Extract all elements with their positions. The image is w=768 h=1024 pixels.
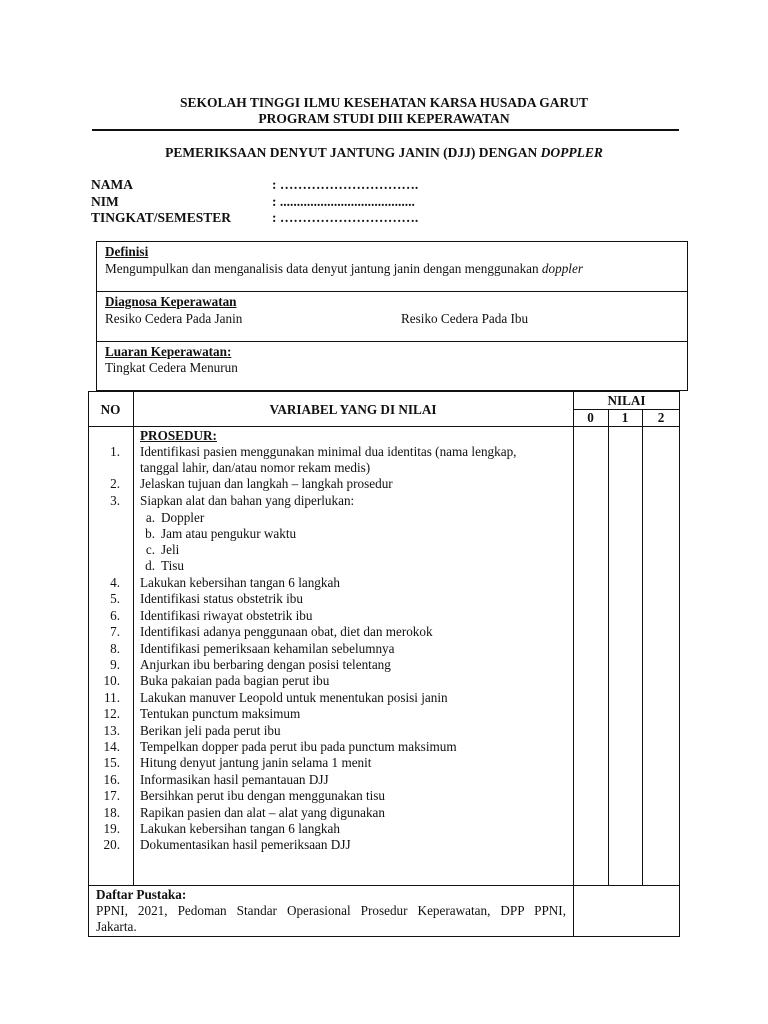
step-text: Identifikasi pasien menggunakan minimal dua identitas (nama lengkap, xyxy=(140,444,517,459)
nama-label: NAMA xyxy=(91,177,133,192)
score-header-0: 0 xyxy=(587,410,594,425)
step-text: Buka pakaian pada bagian perut ibu xyxy=(140,673,330,688)
subitem-letter: d. xyxy=(145,558,155,573)
step-text: Identifikasi adanya penggunaan obat, diet dan merokok xyxy=(140,624,433,639)
header-divider xyxy=(92,129,679,131)
pustaka-heading: Daftar Pustaka: xyxy=(96,887,187,902)
step-number: 7. xyxy=(110,624,120,639)
step-number: 6. xyxy=(110,608,120,623)
luaran-text: Tingkat Cedera Menurun xyxy=(105,360,238,375)
step-text: Identifikasi riwayat obstetrik ibu xyxy=(140,608,313,623)
col-header-no: NO xyxy=(100,402,121,417)
subitem-text: Tisu xyxy=(161,558,184,573)
step-number: 18. xyxy=(103,805,120,820)
step-text: Dokumentasikan hasil pemeriksaan DJJ xyxy=(140,837,351,852)
step-text: Identifikasi status obstetrik ibu xyxy=(140,591,303,606)
tingkat-field[interactable]: : …………………………. xyxy=(272,210,419,225)
step-text: Informasikan hasil pemantauan DJJ xyxy=(140,772,329,787)
institution-title: SEKOLAH TINGGI ILMU KESEHATAN KARSA HUSADA GARUT xyxy=(179,95,589,110)
definisi-text-main: Mengumpulkan dan menganalisis data denyut jantung janin dengan menggunakan xyxy=(105,261,542,276)
subitem-letter: a. xyxy=(145,510,155,525)
step-text: Bersihkan perut ibu dengan menggunakan tisu xyxy=(140,788,386,803)
nama-field[interactable]: : …………………………. xyxy=(272,177,419,192)
table-header-bottom xyxy=(88,426,680,427)
step-text-continued: tanggal lahir, dan/atau nomor rekam medis) xyxy=(140,460,371,475)
step-number: 17. xyxy=(103,788,120,803)
table-col-divider-1 xyxy=(642,409,643,885)
diagnosa-item-1: Resiko Cedera Pada Janin xyxy=(105,311,243,326)
step-number: 8. xyxy=(110,641,120,656)
nim-label: NIM xyxy=(91,194,119,209)
step-number: 16. xyxy=(103,772,120,787)
step-number: 9. xyxy=(110,657,120,672)
score-header-2: 2 xyxy=(657,410,665,425)
step-number: 10. xyxy=(103,673,120,688)
info-divider-1 xyxy=(96,291,688,292)
pustaka-line-2: Jakarta. xyxy=(96,919,137,934)
definisi-heading: Definisi xyxy=(105,244,149,259)
col-header-variabel: VARIABEL YANG DI NILAI xyxy=(269,402,437,417)
step-number: 4. xyxy=(110,575,120,590)
score-header-1: 1 xyxy=(621,410,629,425)
step-number: 12. xyxy=(103,706,120,721)
step-number: 13. xyxy=(103,723,120,738)
step-number: 14. xyxy=(103,739,120,754)
tingkat-label: TINGKAT/SEMESTER xyxy=(91,210,232,225)
step-number: 20. xyxy=(103,837,120,852)
step-text: Lakukan kebersihan tangan 6 langkah xyxy=(140,575,340,590)
subitem-letter: b. xyxy=(145,526,155,541)
step-number: 15. xyxy=(103,755,120,770)
step-text: Lakukan manuver Leopold untuk menentukan posisi janin xyxy=(140,690,448,705)
step-text: Berikan jeli pada perut ibu xyxy=(140,723,281,738)
info-divider-2 xyxy=(96,341,688,342)
step-number: 11. xyxy=(104,690,120,705)
step-number: 2. xyxy=(110,476,120,491)
step-number: 1. xyxy=(110,444,120,459)
definisi-text xyxy=(105,261,583,277)
step-number: 19. xyxy=(103,821,120,836)
nim-field[interactable]: : ........................................ xyxy=(272,194,415,209)
subitem-text: Jeli xyxy=(161,542,180,557)
step-number: 3. xyxy=(110,493,120,508)
step-number: 5. xyxy=(110,591,120,606)
step-text: Jelaskan tujuan dan langkah – langkah prosedur xyxy=(140,476,393,491)
step-text: Rapikan pasien dan alat – alat yang digunakan xyxy=(140,805,385,820)
step-text: Identifikasi pemeriksaan kehamilan sebelumnya xyxy=(140,641,395,656)
diagnosa-heading: Diagnosa Keperawatan xyxy=(105,294,237,309)
subitem-text: Doppler xyxy=(161,510,205,525)
table-col-divider-0 xyxy=(608,409,609,885)
step-text: Tempelkan dopper pada perut ibu pada punctum maksimum xyxy=(140,739,457,754)
definisi-text-italic: doppler xyxy=(541,261,583,276)
step-text: Hitung denyut jantung janin selama 1 menit xyxy=(140,755,372,770)
diagnosa-item-2: Resiko Cedera Pada Ibu xyxy=(401,311,529,326)
table-col-divider-no xyxy=(133,391,134,885)
step-text: Tentukan punctum maksimum xyxy=(140,706,301,721)
luaran-heading: Luaran Keperawatan: xyxy=(105,344,232,359)
prosedur-heading: PROSEDUR: xyxy=(140,428,217,443)
subitem-letter: c. xyxy=(145,542,155,557)
program-title: PROGRAM STUDI DIII KEPERAWATAN xyxy=(258,111,510,126)
step-text: Siapkan alat dan bahan yang diperlukan: xyxy=(140,493,355,508)
document-title xyxy=(0,145,768,161)
pustaka-line-1: PPNI, 2021, Pedoman Standar Operasional Prosedur Keperawatan, DPP PPNI, xyxy=(96,903,566,918)
step-text: Lakukan kebersihan tangan 6 langkah xyxy=(140,821,340,836)
table-col-divider-nilai xyxy=(573,391,574,937)
col-header-nilai: NILAI xyxy=(607,393,646,408)
document-title-italic: DOPPLER xyxy=(540,145,603,160)
subitem-text: Jam atau pengukur waktu xyxy=(161,526,297,541)
table-body-bottom xyxy=(88,885,680,886)
document-title-main: PEMERIKSAAN DENYUT JANTUNG JANIN (DJJ) DENGAN xyxy=(165,145,541,160)
step-text: Anjurkan ibu berbaring dengan posisi telentang xyxy=(140,657,391,672)
